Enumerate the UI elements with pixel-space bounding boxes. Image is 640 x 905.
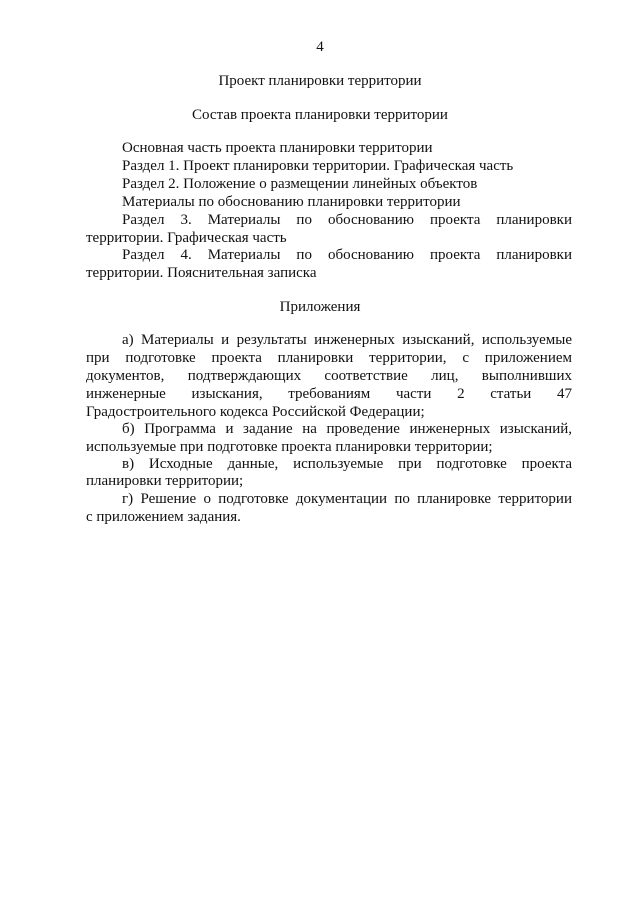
page-number: 4 [316,39,324,55]
composition-section-4-line-2: территории. Пояснительная записка [86,265,317,281]
composition-section-2: Раздел 2. Положение о размещении линейных объектов [122,176,478,192]
appendix-c-line-2: планировки территории; [86,473,244,489]
appendix-a-line-4: инженерные изыскания, требованиям части 2 статьи 47 [86,386,572,402]
composition-section-4-line-1: Раздел 4. Материалы по обоснованию проекта планировки [122,247,572,263]
appendix-d-line-2: с приложением задания. [86,509,241,525]
appendix-a-line-5: Градостроительного кодекса Российской Федерации; [86,404,425,420]
appendix-a-line-3: документов, подтверждающих соответствие лиц, выполнивших [86,368,572,384]
document-subtitle: Состав проекта планировки территории [192,107,448,123]
document-title: Проект планировки территории [218,73,422,89]
appendix-b-line-2: используемые при подготовке проекта планировки территории; [86,439,493,455]
composition-section-3-line-1: Раздел 3. Материалы по обоснованию проекта планировки [122,212,572,228]
composition-main-part: Основная часть проекта планировки территории [122,140,433,156]
appendix-b-line-1: б) Программа и задание на проведение инженерных изысканий, [122,421,572,437]
appendix-a-line-2: при подготовке проекта планировки территории, с приложением [86,350,572,366]
composition-section-3-line-2: территории. Графическая часть [86,230,287,246]
composition-section-1: Раздел 1. Проект планировки территории. Графическая часть [122,158,514,174]
appendix-c-line-1: в) Исходные данные, используемые при подготовке проекта [122,456,572,472]
appendices-heading: Приложения [279,299,361,315]
appendix-d-line-1: г) Решение о подготовке документации по планировке территории [122,491,572,507]
appendix-a-line-1: а) Материалы и результаты инженерных изысканий, используемые [122,332,572,348]
composition-materials: Материалы по обоснованию планировки территории [122,194,461,210]
